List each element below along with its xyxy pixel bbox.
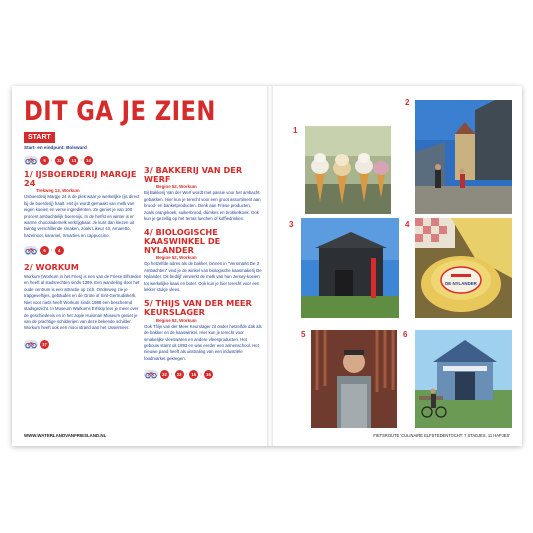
town-street-photo xyxy=(415,100,512,214)
market-building-photo xyxy=(301,218,399,318)
section-heading: 5/ THIJS VAN DER MEER KEURSLAGER xyxy=(144,298,252,318)
section-text: Op hetzelfde adres als de bakker, binnen in "Versmarkt De 3 Ambachten" vind je de winkel van biologische kaasmakerij De Nylander. Dit bedrijf verwerkt de melk van hun Jersey-koeien tot werkelijke kaas en boter. Ook kun je hier terecht voor een lekker stukje vlees. xyxy=(144,261,262,292)
bicycle-icon xyxy=(24,246,38,255)
section-heading: 2/ WORKUM xyxy=(24,262,79,273)
section-address: Trekweg 13, Workum xyxy=(36,188,80,194)
route-stop: 13 xyxy=(69,156,78,165)
bicycle-icon xyxy=(24,340,38,349)
photo-number: 2 xyxy=(405,98,410,107)
ice-cream-photo xyxy=(305,126,391,214)
section-text: Workum (Workum in het Fries) is een van de Friese Elfsteden en heeft al stadsrechten sinds 1399. Een wandeling door het oude centrum is een attractie op zich. Onderweg zie je trapgevelhjes, gebäudes en de Grote of Sint-Gertrudiskerk. Niet voor niets heeft Workum sinds 1988 een beschermd stadsgezicht. In Museum Warkums Erfskip leer je meer over de geschiedenis en in het Jopie Huisman Museum geniet je van de prachtige schilderijen van deze bekende schilder. Workum heeft ook een mooi strand aan het IJsselmeer. xyxy=(24,273,142,331)
section-heading: 1/ IJSBOERDERIJ MARGJE 24 xyxy=(24,169,137,188)
section-1 xyxy=(24,170,142,239)
column-right xyxy=(144,166,262,379)
section-3 xyxy=(144,166,262,222)
left-page xyxy=(12,86,267,446)
route-stop: 23 xyxy=(175,370,184,379)
section-text: Bij Bakkerij Van der Werf wordt met passie voor het ambacht gebakken. Hier kun je terecht voor een groot assortiment aan brood- en banketproducten. Denk aan Friese producten, zoals oranjekoek, suikerbrood, dúmkes en brokkelkoek. Ook kun je gezellig op het terras lunchen of koffiedrinken. xyxy=(144,190,261,221)
right-page xyxy=(273,86,522,446)
section-text: Ook Thijs van der Meer Keurslager zit onder hetzelfde dak als de bakker en de kaaswinkel. Hier kun je terecht voor smakelijke vleeswaren en andere vleesproducten. Het gebouw stamt uit 1893 en was eerder een armenschool. Het nieuwe pand heeft als uitstraling van een industriële foodmarket gekregen. xyxy=(144,323,262,361)
route-badges-bottom-right: 22 · 23 · 15 · 16 xyxy=(144,370,262,379)
cheese-label: DE NYLANDER xyxy=(445,281,477,286)
boathouse-photo xyxy=(415,330,512,428)
section-heading: 4/ BIOLOGISCHE KAASWINKEL DE NYLANDER xyxy=(144,227,221,255)
route-stop: 4 xyxy=(55,246,64,255)
route-footer: FIETSROUTE 'CULINAIRE ELFSTEDENTOCHT: 7 STADJES, 11 HAPJES' xyxy=(373,433,510,438)
section-2 xyxy=(24,263,142,332)
route-stop: 15 xyxy=(189,370,198,379)
section-5 xyxy=(144,299,262,362)
route-badges-top: 5 · 11 · 13 · 14 xyxy=(24,156,93,165)
route-badges-bottom-left xyxy=(24,340,142,349)
route-stop: 22 xyxy=(160,370,169,379)
photo-number: 6 xyxy=(403,330,408,339)
bicycle-icon xyxy=(24,156,38,165)
photo-number: 5 xyxy=(301,330,306,339)
cheese-photo xyxy=(415,218,512,318)
bicycle-icon xyxy=(144,370,158,379)
photo-number: 4 xyxy=(405,220,410,229)
section-heading: 3/ BAKKERIJ VAN DER WERF xyxy=(144,165,243,184)
route-stop: 11 xyxy=(55,156,64,165)
route-stop: 16 xyxy=(204,370,213,379)
start-subtitle: Start- en eindpunt: Bolsward xyxy=(24,145,87,150)
section-address: Begine 52, Workum xyxy=(156,184,197,190)
section-address: Begine 52, Workum xyxy=(156,255,197,261)
magazine-spread xyxy=(12,86,522,446)
section-address: Begine 52, Workum xyxy=(156,317,197,323)
route-stop: 14 xyxy=(84,156,93,165)
route-stop: 5 xyxy=(40,156,49,165)
section-4 xyxy=(144,228,262,293)
photo-number: 3 xyxy=(289,220,294,229)
route-badges-mid: 6 · 4 xyxy=(24,246,142,255)
route-stop: 17 xyxy=(40,340,49,349)
section-text: IJsboerderij Margje 24 is de plek waar je werkelijke (ijs direct bij de boerderij) haalt. Het ijs wordt gemaakt van melk van eigen koeien en verse ingrediënten. Ze geniet je van 100 procent ambachtelijk boerenijs. In de herfst en winter is er warme chocolademelk verkrijgbaar. Je kunt dan kiezen uit twintig verschillende smaken, zoals Likeur 43, Amaretto, hazelnoot, karamel, Smarties en cappuccino. xyxy=(24,194,140,238)
photo-number: 1 xyxy=(293,126,298,135)
route-stop: 6 xyxy=(40,246,49,255)
page-title: DIT GA JE ZIEN xyxy=(24,96,216,127)
column-left xyxy=(24,170,142,349)
start-tag: START xyxy=(24,132,55,143)
butcher-photo xyxy=(311,330,397,428)
website-footer: WWW.WATERLANDVANFRIESLAND.NL xyxy=(24,433,107,438)
